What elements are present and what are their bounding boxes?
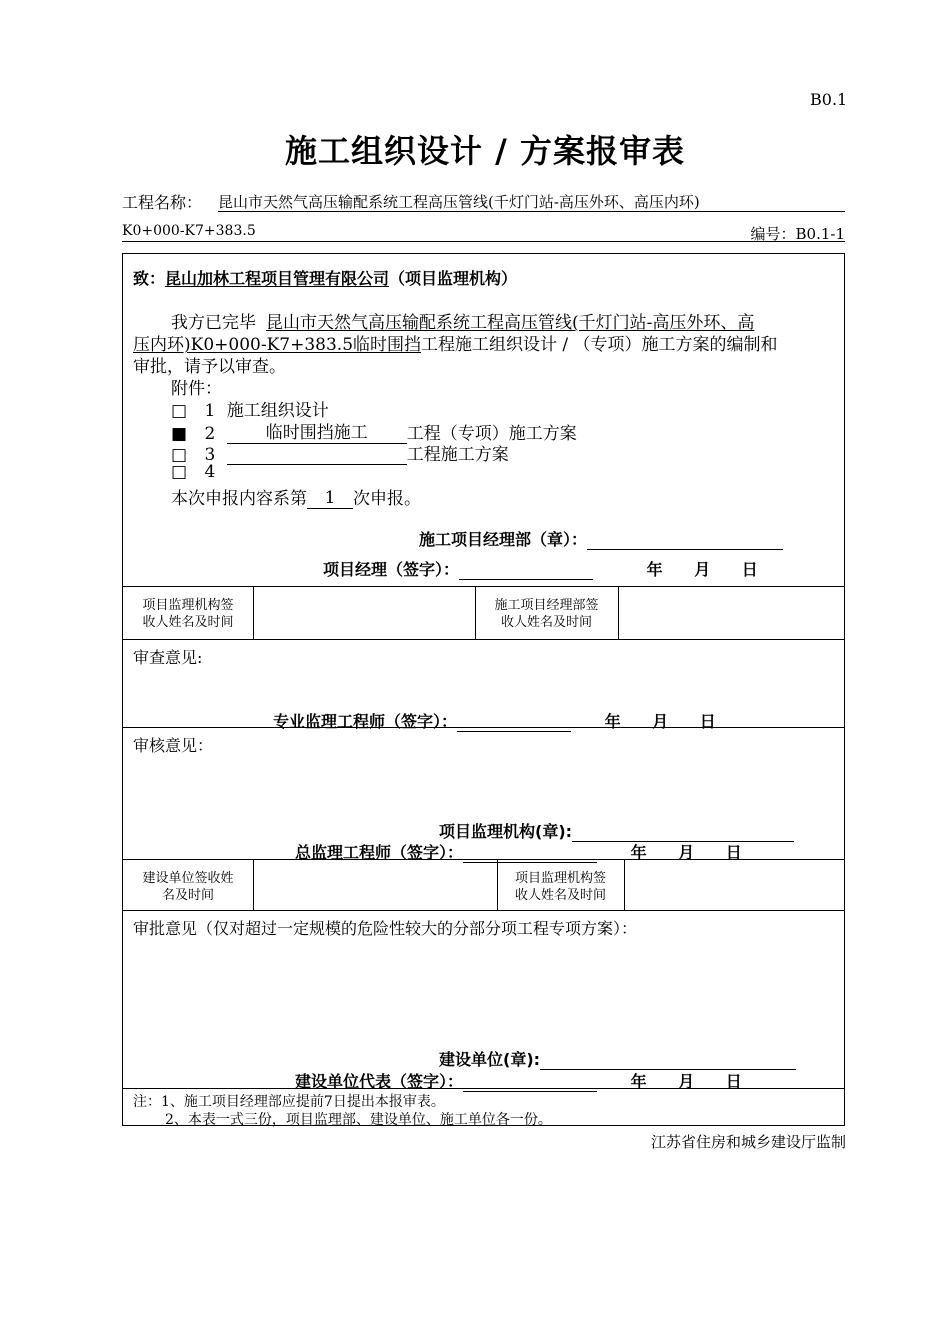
- contractor-dept-line: [587, 531, 783, 550]
- contractor-dept-label: 施工项目经理部（章）：: [419, 530, 588, 549]
- attachment-fill: 临时围挡施工: [227, 418, 407, 444]
- submission-prefix: 本次申报内容系第: [171, 489, 307, 509]
- approval-signer-label: 建设单位代表（签字）：: [295, 1072, 464, 1091]
- attachment-text: 工程（专项）施工方案: [406, 424, 577, 444]
- project-name-text-2: K0+000-K7+383.5: [122, 223, 256, 239]
- receipt1-right-label: [475, 597, 618, 631]
- date-month: 月: [694, 560, 711, 579]
- receipt1-right-label-2: 收人姓名及时间: [500, 615, 592, 630]
- review-form-table: [122, 253, 845, 1126]
- date-month: 月: [678, 843, 695, 862]
- addressee-suffix: （项目监理机构）: [389, 269, 518, 288]
- date-year: 年: [604, 712, 621, 731]
- checkbox-icon: □: [171, 401, 188, 421]
- attachment-text: 施工组织设计: [226, 401, 329, 421]
- receipt1-right-label-1: 施工项目经理部签: [494, 598, 599, 613]
- audit-org-label: 项目监理机构(章):: [439, 822, 573, 841]
- audit-org-seal: [439, 819, 794, 842]
- submission-count-value: 1: [307, 488, 353, 509]
- audit-signer: [295, 840, 742, 863]
- project-name-line2: [122, 223, 845, 242]
- note-line-1: 注：1、施工项目经理部应提前7日提出本报审表。: [133, 1094, 445, 1110]
- checkbox-icon: □: [171, 462, 188, 482]
- approval-signer: [295, 1069, 742, 1092]
- attachment-item-3: [171, 440, 509, 465]
- checkbox-checked-icon: ■: [171, 424, 188, 444]
- form-code: B0.1: [810, 90, 848, 109]
- attachments-label: 附件：: [171, 379, 222, 399]
- body-project-name-1: 昆山市天然气高压输配系统工程高压管线(千灯门站-高压外环、高: [266, 313, 755, 333]
- project-name-text-1: 昆山市天然气高压输配系统工程高压管线(千灯门站-高压外环、高压内环): [218, 193, 700, 211]
- review-label: 审查意见:: [133, 648, 203, 667]
- date-day: 日: [741, 560, 758, 579]
- page-title: 施工组织设计 / 方案报审表: [285, 132, 685, 170]
- body-line-3: 审批，请予以审查。: [133, 357, 286, 377]
- audit-label: 审核意见：: [133, 736, 214, 755]
- attachment-number: 2: [204, 424, 216, 444]
- body-project-name-2: 压内环)K0+000-K7+383.5临时围挡: [133, 335, 422, 355]
- form-number-value: B0.1-1: [795, 225, 845, 243]
- checkbox-icon: □: [171, 445, 188, 465]
- date-month: 月: [678, 1072, 695, 1091]
- date-year: 年: [630, 1072, 647, 1091]
- project-name-line1: [218, 191, 845, 212]
- date-year: 年: [646, 560, 663, 579]
- receipt1-left-label: [123, 597, 253, 631]
- body-intro: 我方已完毕: [171, 313, 256, 333]
- attachment-fill: [227, 446, 407, 465]
- receipt2-left-label-1: 建设单位签收姓: [142, 871, 234, 886]
- date-day: 日: [725, 843, 742, 862]
- contractor-dept-seal: [419, 527, 783, 550]
- submission-count: [171, 484, 421, 509]
- review-signer-label: 专业监理工程师（签字）：: [273, 712, 458, 731]
- submission-suffix: 次申报。: [353, 489, 421, 509]
- addressee: [133, 266, 517, 289]
- audit-signer-label: 总监理工程师（签字）：: [295, 843, 464, 862]
- date-year: 年: [630, 843, 647, 862]
- approval-org-seal: [439, 1047, 796, 1070]
- attachment-item-4: [171, 462, 215, 482]
- form-number: [750, 223, 845, 244]
- contractor-manager-sign: [323, 557, 758, 580]
- date-day: 日: [699, 712, 716, 731]
- date-day: 日: [725, 1072, 742, 1091]
- project-name-label: 工程名称：: [122, 193, 203, 212]
- approval-signer-line: [463, 1073, 597, 1092]
- contractor-manager-line: [459, 561, 593, 580]
- footer-issuer: 江苏省住房和城乡建设厅监制: [650, 1133, 846, 1151]
- contractor-manager-label: 项目经理（签字）：: [323, 560, 460, 579]
- attachment-number: 3: [204, 445, 216, 465]
- receipt2-right-label: [497, 870, 624, 904]
- date-month: 月: [652, 712, 669, 731]
- receipt1-left-label-2: 收人姓名及时间: [142, 615, 234, 630]
- receipt2-left-label-2: 名及时间: [161, 888, 214, 903]
- review-signer-line: [457, 713, 571, 732]
- approval-org-line: [540, 1051, 796, 1070]
- addressee-company: 昆山加林工程项目管理有限公司: [165, 269, 390, 288]
- receipt2-right-label-2: 收人姓名及时间: [514, 888, 606, 903]
- attachment-number: 4: [204, 462, 216, 482]
- review-signer: [273, 709, 716, 732]
- receipt2-left-label: [123, 870, 253, 904]
- form-number-label: 编号：: [750, 225, 796, 243]
- receipt2-right-label-1: 项目监理机构签: [514, 871, 606, 886]
- audit-signer-line: [463, 844, 597, 863]
- approval-org-label: 建设单位(章):: [439, 1050, 541, 1069]
- note-line-2: 2、本表一式三份，项目监理部、建设单位、施工单位各一份。: [165, 1112, 552, 1128]
- attachment-number: 1: [204, 401, 216, 421]
- body-text-after: 工程施工组织设计 / （专项）施工方案的编制和: [421, 335, 778, 355]
- receipt1-left-label-1: 项目监理机构签: [142, 598, 234, 613]
- approval-label: 审批意见（仅对超过一定规模的危险性较大的分部分项工程专项方案）：: [133, 919, 638, 938]
- addressee-prefix: 致：: [133, 269, 166, 288]
- attachment-text: 工程施工方案: [406, 445, 509, 465]
